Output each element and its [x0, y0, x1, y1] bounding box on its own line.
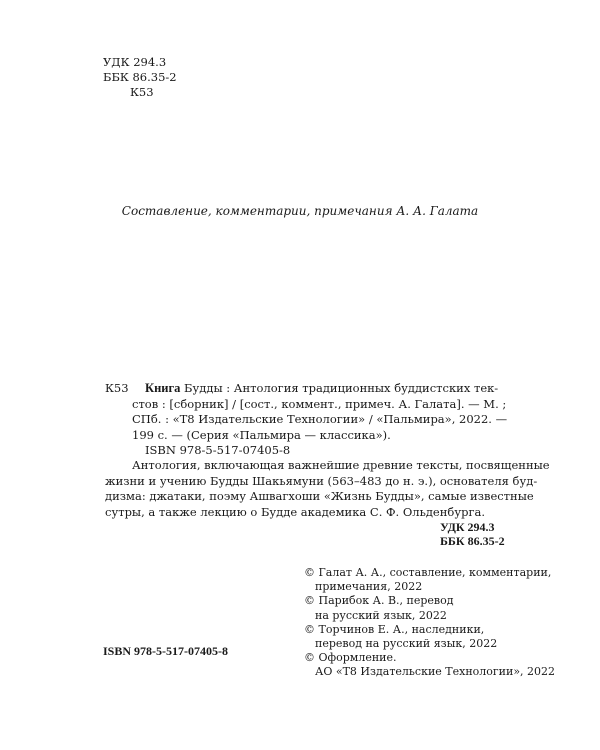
biblio-line-1 — [105, 381, 505, 397]
annotation-line: сутры, а также лекцию о Будде академика С. Ф. Ольденбурга. — [105, 504, 485, 519]
udk-code-right: УДК 294.3 — [440, 520, 495, 534]
author-mark: К53 — [130, 85, 154, 99]
bbk-code-right: ББК 86.35-2 — [440, 534, 505, 548]
annotation-line: жизни и учению Будды Шакьямуни (563–483 до н. э.), основателя буд- — [105, 473, 538, 488]
copyright-line: © Оформление. — [304, 651, 397, 665]
compiler-credit: Составление, комментарии, примечания А. А. Галата — [121, 204, 479, 218]
copyright-line: перевод на русский язык, 2022 — [315, 637, 498, 651]
biblio-line-1-rest: Будды : Антология традиционных буддистских тек- — [180, 381, 499, 395]
biblio-author-mark: К53 — [105, 381, 129, 395]
copyright-line: © Галат А. А., составление, комментарии, — [304, 566, 552, 579]
copyright-line: АО «Т8 Издательские Технологии», 2022 — [315, 665, 556, 679]
biblio-isbn: ISBN 978-5-517-07405-8 — [145, 443, 291, 457]
bbk-code: ББК 86.35-2 — [103, 70, 177, 84]
copyright-line: © Парибок А. В., перевод — [304, 594, 454, 608]
copyright-block — [304, 566, 555, 680]
annotation — [105, 458, 550, 520]
biblio-title: Книга — [145, 381, 181, 395]
annotation-line: Антология, включающая важнейшие древние тексты, посвященные — [132, 458, 550, 472]
copyright-line: примечания, 2022 — [315, 580, 423, 594]
copyright-line: © Торчинов Е. А., наследники, — [304, 622, 485, 636]
annotation-line: дизма: джатаки, поэму Ашвагхоши «Жизнь Будды», самые известные — [105, 489, 534, 503]
classification-codes-right — [440, 520, 505, 548]
udk-code: УДК 294.3 — [103, 55, 167, 69]
biblio-line-3: СПб. : «Т8 Издательские Технологии» / «Пальмира», 2022. — — [132, 412, 508, 426]
classification-codes-top — [103, 55, 177, 100]
biblio-line-2: стов : [сборник] / [сост., коммент., примеч. А. Галата]. — М. ; — [132, 396, 507, 411]
isbn-bottom: ISBN 978-5-517-07405-8 — [103, 644, 228, 658]
copyright-line: на русский язык, 2022 — [315, 608, 447, 622]
bibliographic-record — [105, 381, 508, 459]
biblio-line-4: 199 с. — (Серия «Пальмира — классика»). — [132, 427, 391, 442]
